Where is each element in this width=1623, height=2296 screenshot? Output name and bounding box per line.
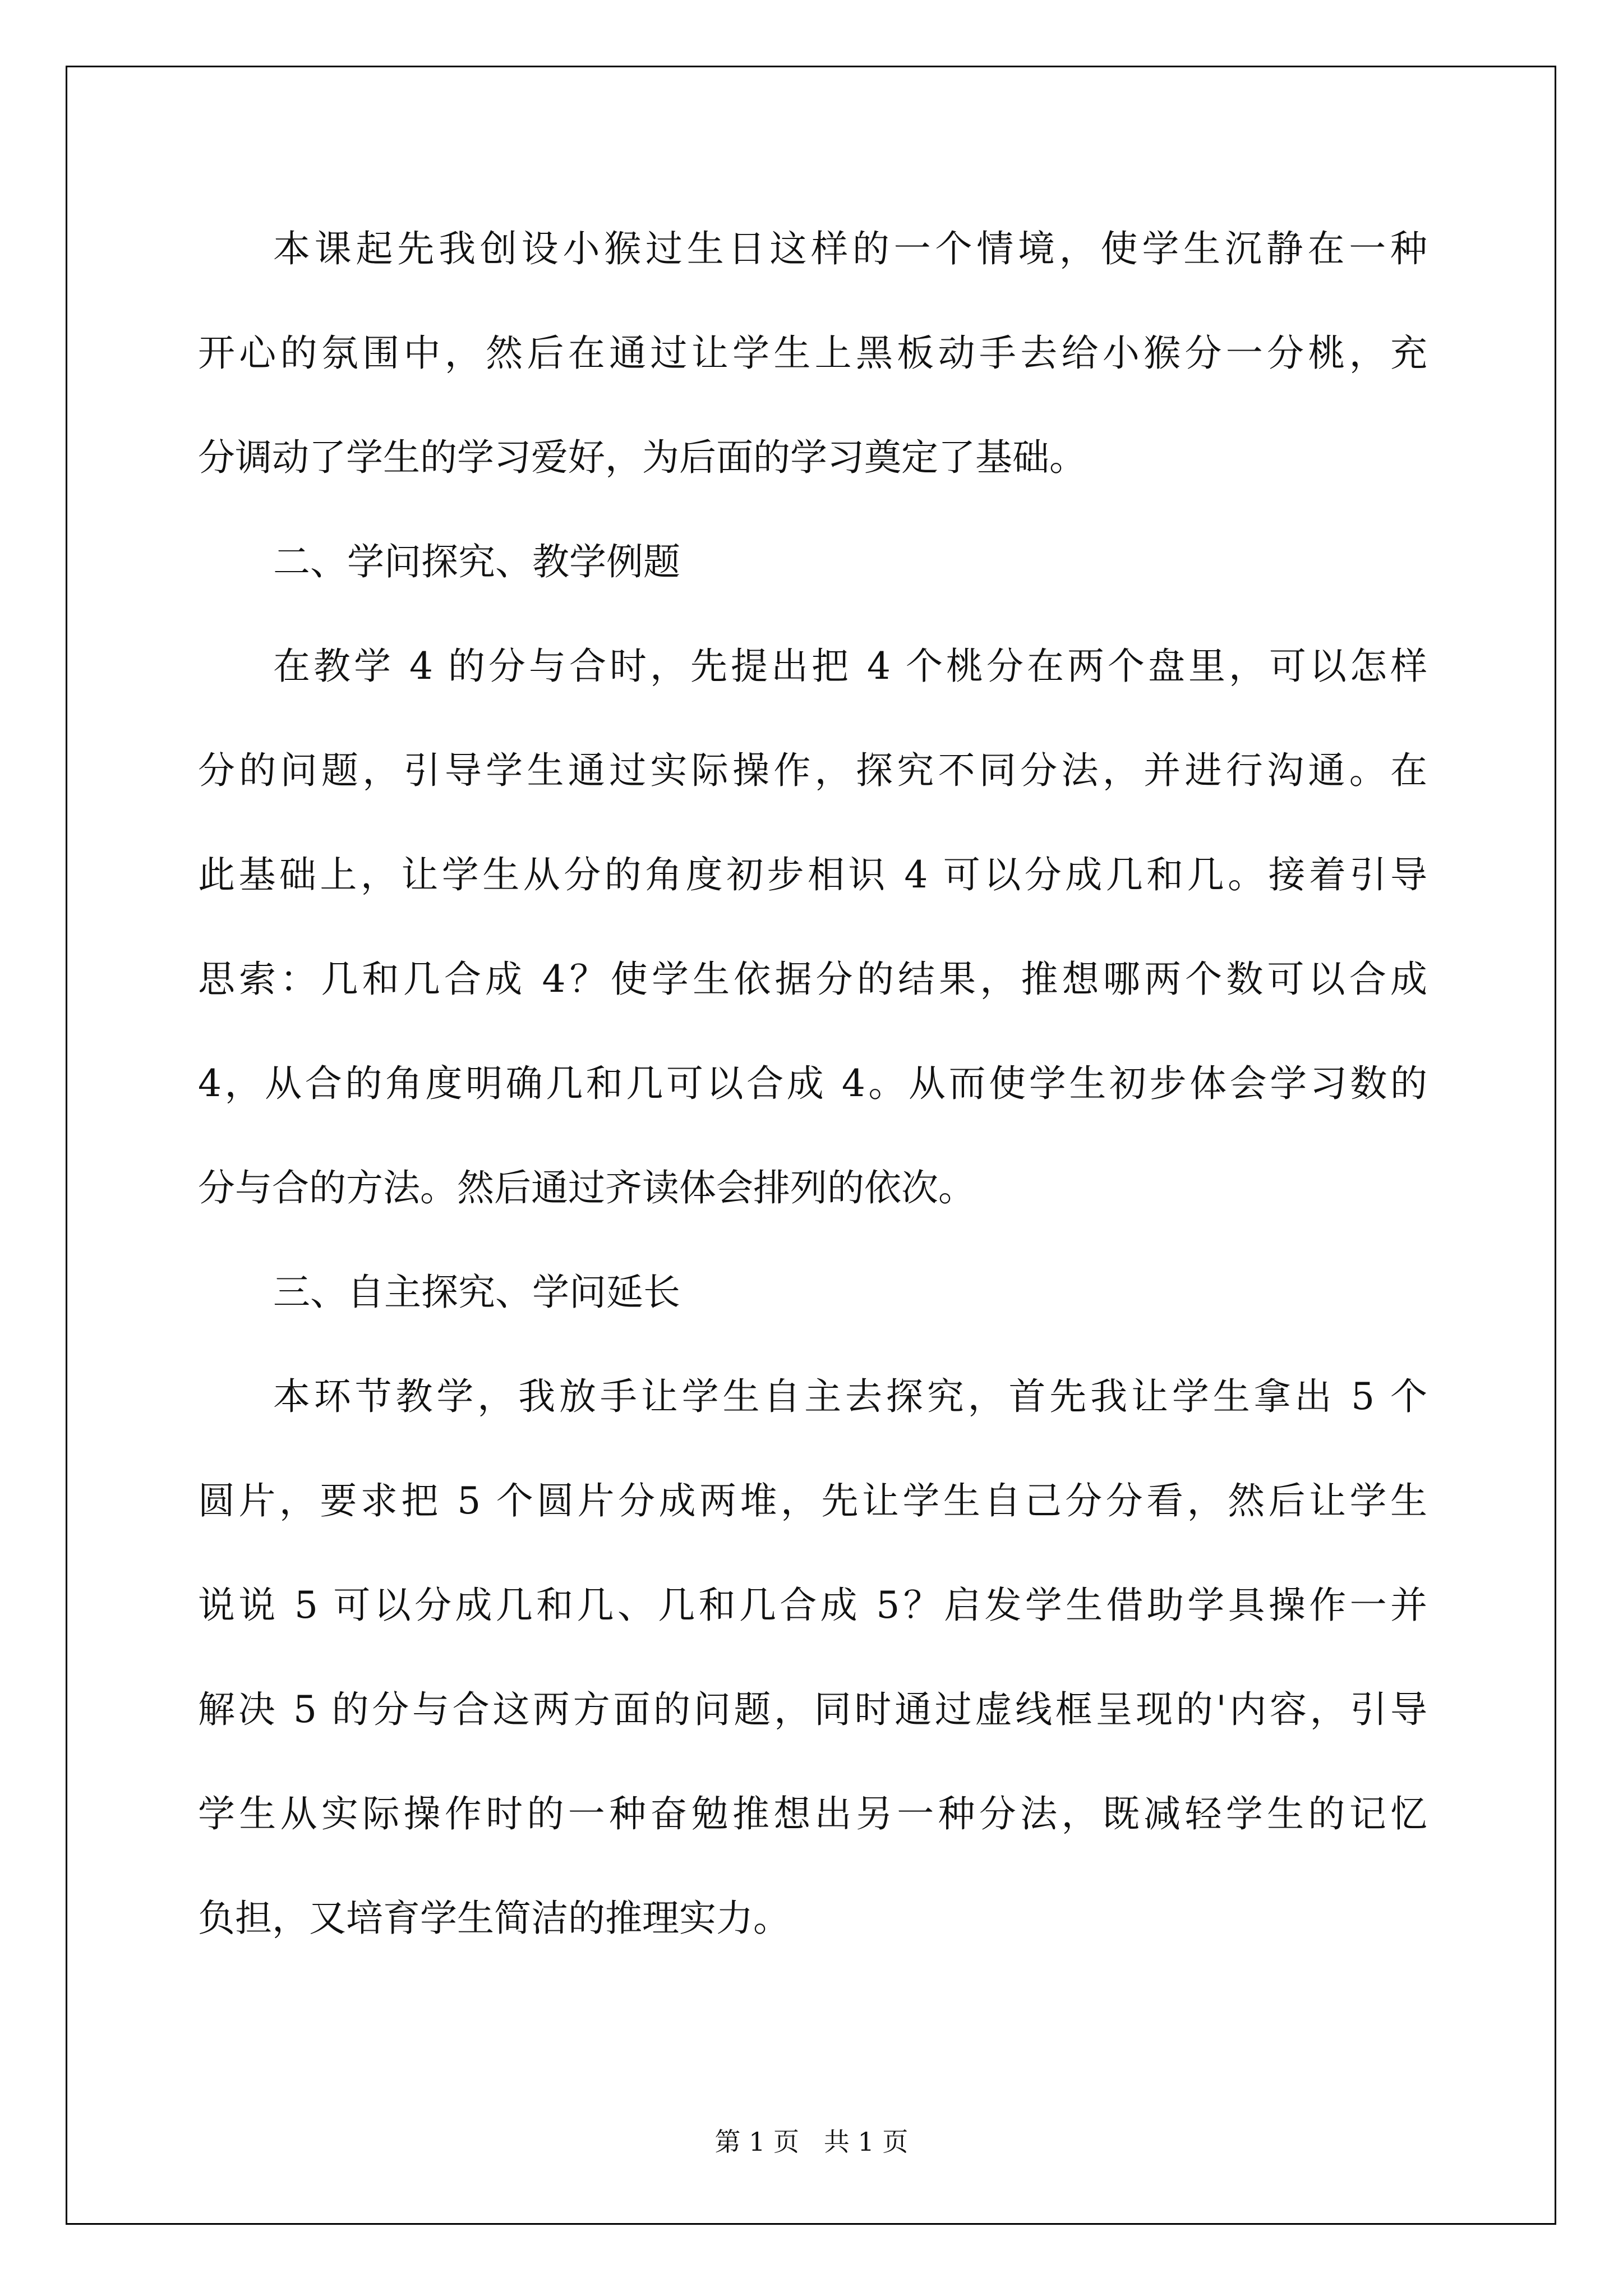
paragraph-3-line-5: 学生从实际操作时的一种奋勉推想出另一种分法，既减轻学生的记忆: [198, 1792, 1427, 1835]
page-footer: 第 1 页 共 1 页: [714, 2127, 909, 2157]
paragraph-2-line-1: 在教学 4 的分与合时，先提出把 4 个桃分在两个盘里，可以怎样: [273, 645, 1427, 688]
paragraph-2-line-4: 思索：几和几合成 4？使学生依据分的结果，推想哪两个数可以合成: [198, 958, 1427, 1001]
paragraph-2-line-6: 分与合的方法。然后通过齐读体会排列的依次。: [198, 1166, 975, 1209]
paragraph-3-line-1: 本环节教学，我放手让学生自主去探究，首先我让学生拿出 5 个: [273, 1375, 1427, 1418]
paragraph-3-line-2: 圆片，要求把 5 个圆片分成两堆，先让学生自己分分看，然后让学生: [198, 1479, 1427, 1522]
paragraph-1-line-2: 开心的氛围中，然后在通过让学生上黑板动手去给小猴分一分桃，充: [198, 332, 1427, 375]
section-heading-2: 二、学问探究、教学例题: [273, 540, 680, 583]
paragraph-1-line-1: 本课起先我创设小猴过生日这样的一个情境，使学生沉静在一种: [273, 227, 1427, 270]
paragraph-2-line-5: 4，从合的角度明确几和几可以合成 4。从而使学生初步体会学习数的: [198, 1062, 1427, 1105]
section-heading-3: 三、自主探究、学问延长: [273, 1271, 680, 1314]
paragraph-2-line-2: 分的问题，引导学生通过实际操作，探究不同分法，并进行沟通。在: [198, 749, 1427, 792]
paragraph-3-line-3: 说说 5 可以分成几和几、几和几合成 5？启发学生借助学具操作一并: [198, 1584, 1427, 1627]
document-body: [198, 215, 1427, 1989]
paragraph-2-line-3: 此基础上，让学生从分的角度初步相识 4 可以分成几和几。接着引导: [198, 853, 1427, 896]
paragraph-1-line-3: 分调动了学生的学习爱好，为后面的学习奠定了基础。: [198, 436, 1086, 479]
paragraph-3-line-4: 解决 5 的分与合这两方面的问题，同时通过虚线框呈现的'内容，引导: [198, 1688, 1427, 1731]
paragraph-3-line-6: 负担，又培育学生简洁的推理实力。: [198, 1897, 790, 1940]
